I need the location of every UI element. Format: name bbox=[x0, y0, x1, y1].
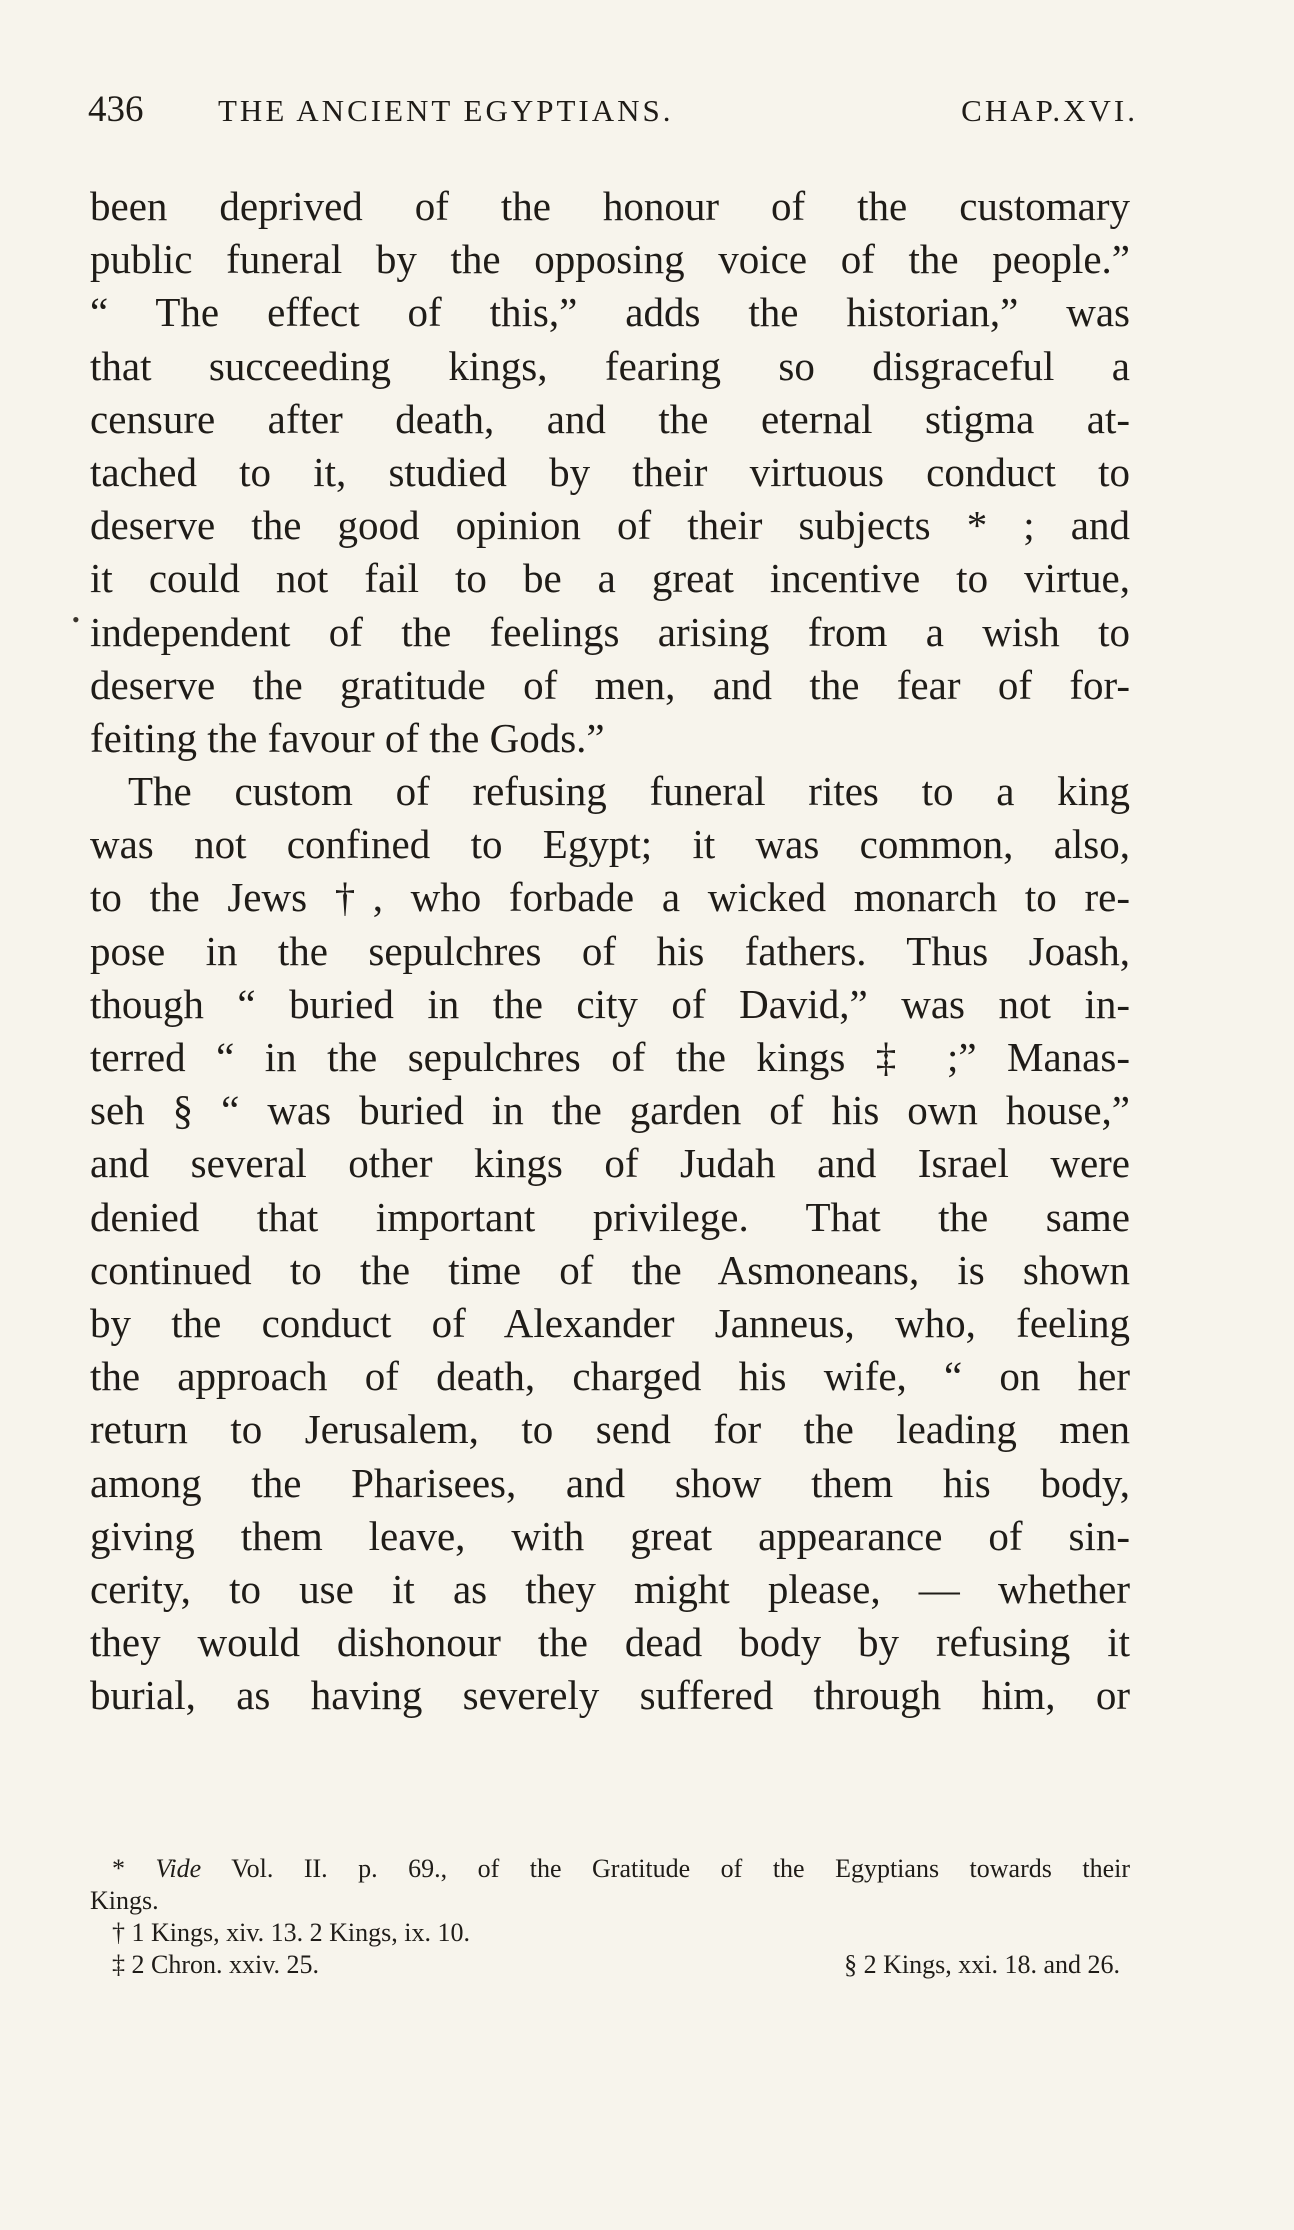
text-line: and several other kings of Judah and Israel were bbox=[90, 1140, 1130, 1187]
running-title: THE ANCIENT EGYPTIANS. bbox=[218, 93, 674, 128]
text-line: pose in the sepulchres of his fathers. Thus Joash, bbox=[90, 927, 1130, 974]
footnote-1 bbox=[90, 1853, 1130, 1885]
footnote-vide: Vide bbox=[155, 1854, 202, 1883]
footnote-4: § 2 Kings, xxi. 18. and 26. bbox=[844, 1950, 1120, 1979]
page-number: 436 bbox=[88, 89, 144, 130]
text-line: feiting the favour of the Gods.” bbox=[90, 714, 605, 761]
text-line: censure after death, and the eternal stigma at- bbox=[90, 395, 1130, 442]
text-line: cerity, to use it as they might please, — whether bbox=[90, 1565, 1130, 1612]
text-line: was not confined to Egypt; it was common, also, bbox=[90, 821, 1130, 868]
footnote-3: ‡ 2 Chron. xxiv. 25. bbox=[112, 1950, 320, 1979]
text-line: among the Pharisees, and show them his body, bbox=[90, 1459, 1130, 1506]
text-line: tached to it, studied by their virtuous conduct to bbox=[90, 448, 1130, 495]
text-line: return to Jerusalem, to send for the leading men bbox=[90, 1406, 1130, 1453]
text-line: independent of the feelings arising from a wish to bbox=[90, 608, 1130, 655]
text-line: the approach of death, charged his wife, “ on her bbox=[90, 1353, 1130, 1400]
text-line: deserve the good opinion of their subjects * ; and bbox=[90, 502, 1130, 549]
text-line: denied that important privilege. That the same bbox=[90, 1193, 1130, 1240]
stray-ink-mark: • bbox=[72, 607, 80, 632]
text-line: been deprived of the honour of the customary bbox=[90, 183, 1130, 229]
footnote-row bbox=[90, 1949, 1130, 1981]
text-line: “ The effect of this,” adds the historian,” was bbox=[90, 289, 1130, 336]
text-line: terred “ in the sepulchres of the kings ‡ ;” Manas- bbox=[90, 1034, 1130, 1080]
text-line: continued to the time of the Asmoneans, is shown bbox=[90, 1246, 1130, 1293]
footnote-text: Vol. II. p. 69., of the Gratitude of the Egyptians towards their bbox=[231, 1854, 1130, 1883]
text-line: giving them leave, with great appearance of sin- bbox=[90, 1512, 1130, 1559]
text-line: by the conduct of Alexander Janneus, who, feeling bbox=[90, 1299, 1130, 1346]
text-line: The custom of refusing funeral rites to a king bbox=[128, 768, 1130, 815]
footnote-2: † 1 Kings, xiv. 13. 2 Kings, ix. 10. bbox=[112, 1918, 470, 1947]
footnotes bbox=[90, 1853, 1130, 1981]
footnote-marker: * bbox=[112, 1854, 125, 1883]
running-header bbox=[88, 88, 1138, 138]
text-line: to the Jews †, who forbade a wicked monarch to re- bbox=[90, 874, 1130, 921]
text-line: it could not fail to be a great incentive to virtue, bbox=[90, 555, 1130, 602]
text-line: they would dishonour the dead body by refusing it bbox=[90, 1619, 1130, 1666]
text-line: public funeral by the opposing voice of the people.” bbox=[90, 236, 1130, 283]
footnote-1-continued: Kings. bbox=[90, 1886, 159, 1915]
text-line: burial, as having severely suffered through him, or bbox=[90, 1672, 1130, 1719]
text-line: seh § “ was buried in the garden of his own house,” bbox=[90, 1087, 1130, 1134]
text-line: though “ buried in the city of David,” was not in- bbox=[90, 980, 1130, 1027]
text-line: that succeeding kings, fearing so disgraceful a bbox=[90, 342, 1130, 389]
text-line: deserve the gratitude of men, and the fear of for- bbox=[90, 661, 1130, 708]
chapter-label: CHAP.XVI. bbox=[961, 93, 1138, 128]
body-text bbox=[90, 180, 1130, 1722]
